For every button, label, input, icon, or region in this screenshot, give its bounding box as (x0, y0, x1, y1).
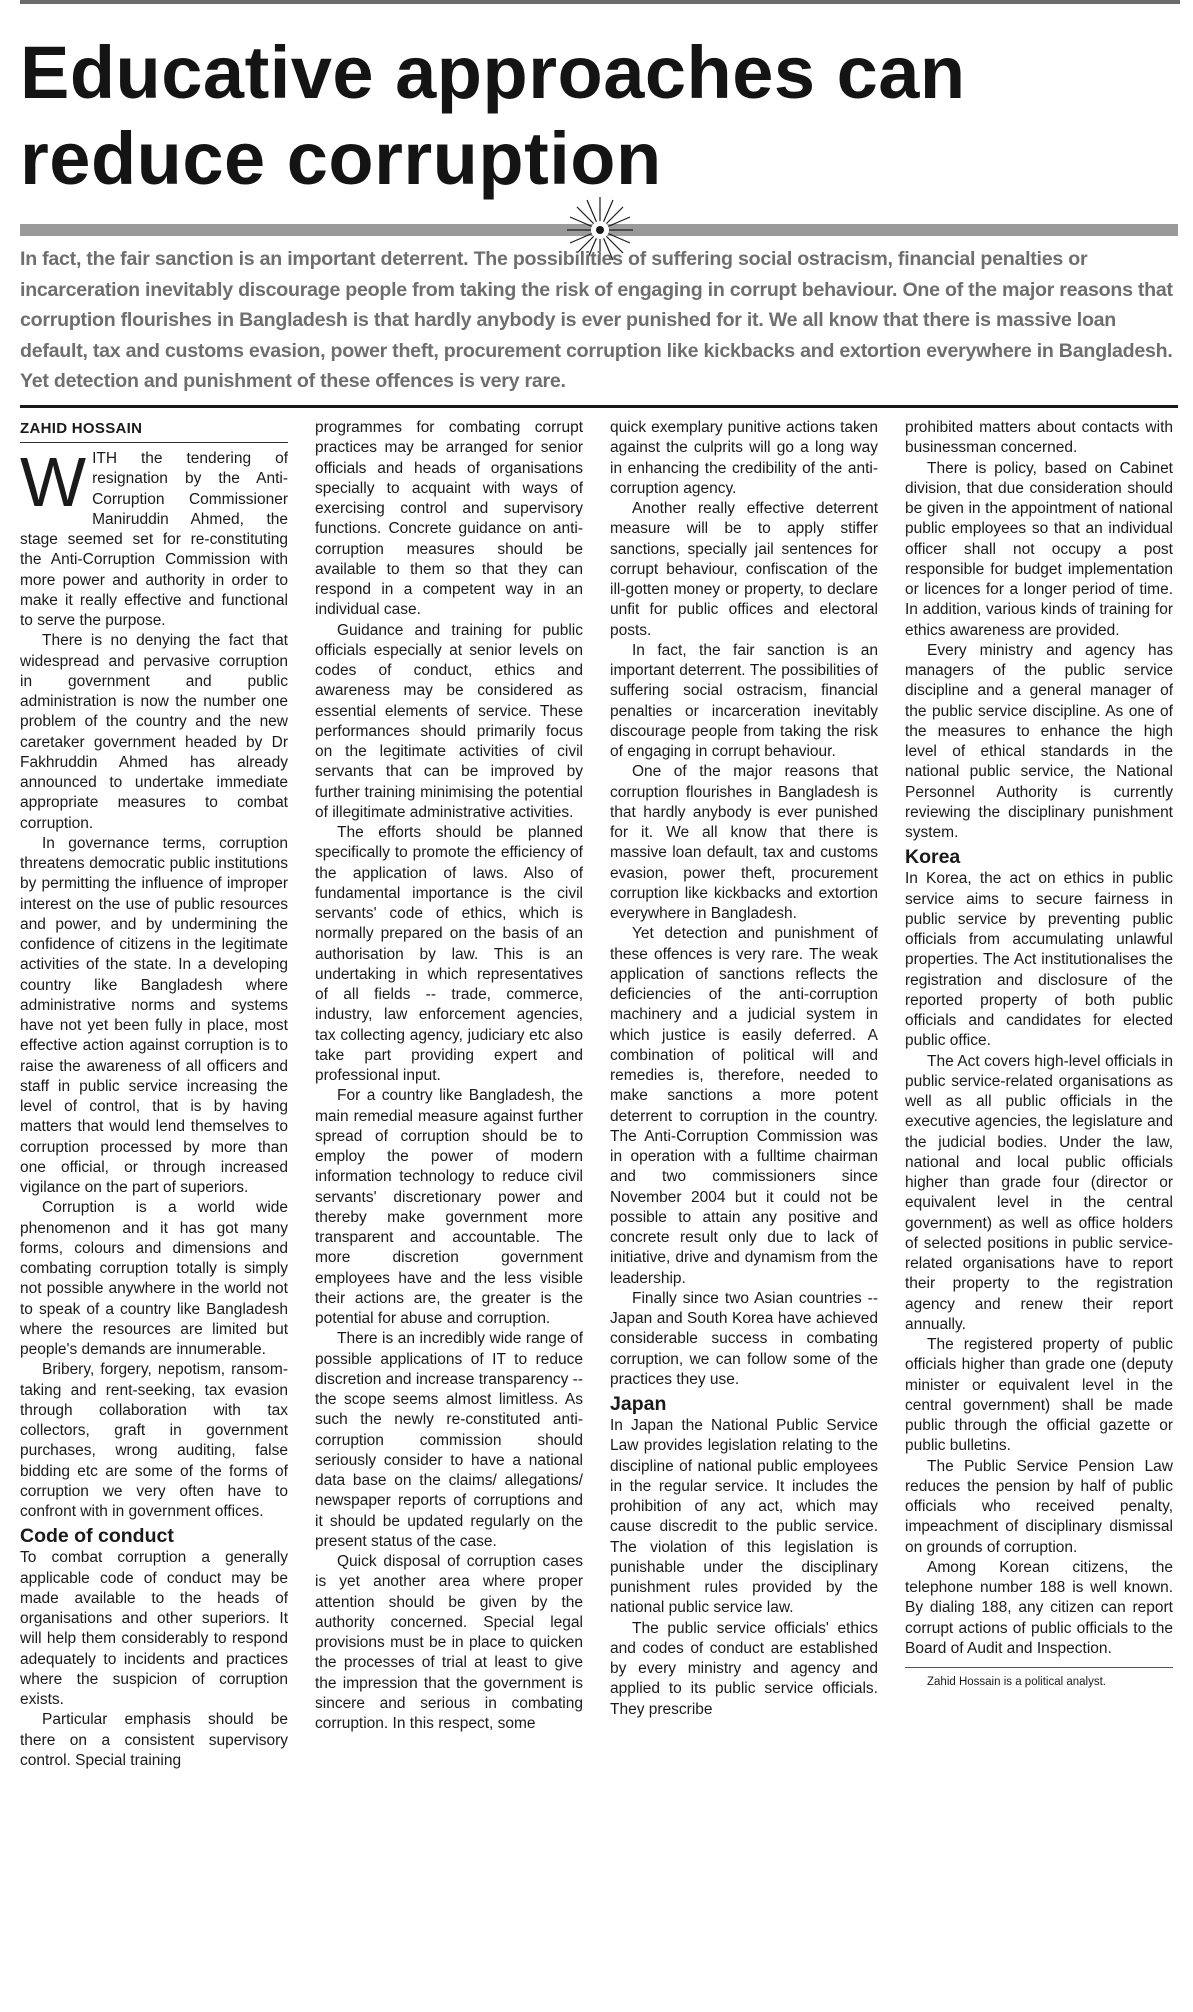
article-column-4 (905, 418, 1173, 1998)
body-paragraph: Corruption is a world wide phenomenon and it has got many forms, colours and dimensions and combating corruption totally is simply not possible anywhere in the world not to speak of a country like Bangladesh where the resources are limited but people's demands are innumerable. (20, 1199, 288, 1358)
body-paragraph: prohibited matters about contacts with businessman concerned. (905, 419, 1173, 457)
author-note-divider (905, 1667, 1173, 1668)
subheading-japan: Japan (610, 1393, 667, 1415)
body-paragraph: The public service officials' ethics and codes of conduct are established by every ministry and agency and applied to its public service officials. They prescribe (610, 1619, 878, 1718)
body-paragraph: Among Korean citizens, the telephone number 188 is well known. By dialing 188, any citizen can report corrupt actions of public officials to the Board of Audit and Inspection. (905, 1558, 1173, 1657)
body-paragraph: There is an incredibly wide range of possible applications of IT to reduce discretion and increase transparency -- the scope seems almost limitless. As such the newly re-constituted anti-corruption commission should seriously consider to have a national data base on the claims/ allegations/ newspaper reports of corruptions and it should be updated regularly on the present status of the case. (315, 1330, 583, 1550)
body-paragraph: Bribery, forgery, nepotism, ransom-taking and rent-seeking, tax evasion through collaboration with tax collectors, graft in government purchases, wrong auditing, false bidding etc are some of the forms of corruption we very often have to confront with in government offices. (20, 1361, 288, 1520)
body-paragraph: Guidance and training for public officials especially at senior levels on codes of conduct, ethics and awareness may be considered as essential elements of service. These performances should primarily focus on the legitimate activities of civil servants that can be improved by further training minimising the potential of illegitimate administrative activities. (315, 621, 583, 821)
body-paragraph: Finally since two Asian countries -- Japan and South Korea have achieved considerable success in combating corruption, we can follow some of the practices they use. (610, 1289, 878, 1388)
body-paragraph: quick exemplary punitive actions taken against the culprits will go a long way in enhancing the credibility of the anti-corruption agency. (610, 419, 878, 497)
lead-paragraph-text: ITH the tendering of resignation by the Anti-Corruption Commissioner Maniruddin Ahmed, the stage seemed set for re-constituting the Anti-Corruption Commission with more power and authority in order to make it really effective and functional to serve the purpose. (20, 450, 288, 629)
lead-paragraph (20, 443, 288, 631)
body-paragraph: programmes for combating corrupt practices may be arranged for senior officials and heads of organisations specially to acquaint with ways of exercising control and supervisory functions. Concrete guidance on anti-corruption measures should be available to them so that they can respond in a competent way in an individual case. (315, 419, 583, 619)
article-column-1 (20, 418, 288, 1998)
drop-cap: W (20, 443, 87, 521)
body-paragraph: The Public Service Pension Law reduces the pension by half of public officials who received penalty, impeachment of disciplinary dismissal on grounds of corruption. (905, 1457, 1173, 1556)
article-column-3 (610, 418, 878, 1998)
body-paragraph: To combat corruption a generally applicable code of conduct may be made available to the heads of organisations and other superiors. It will help them considerably to respond adequately to incidents and practices where the suspicion of corruption exists. (20, 1549, 288, 1708)
article-column-2 (315, 418, 583, 1998)
body-paragraph: Particular emphasis should be there on a consistent supervisory control. Special training (20, 1711, 288, 1769)
subheading-korea: Korea (905, 846, 961, 869)
headline: Educative approaches can reduce corruption (20, 31, 966, 200)
subheading-code-of-conduct: Code of conduct (20, 1525, 174, 1548)
body-paragraph: In Japan the National Public Service Law provides legislation relating to the discipline of national public employees in the regular service. It includes the prohibition of any act, which may cause discredit to the public service. The violation of this legislation is punishable under the disciplinary punishment rules provided by the national public service law. (610, 1417, 878, 1617)
body-paragraph: In fact, the fair sanction is an important deterrent. The possibilities of suffering social ostracism, financial penalties or incarceration inevitably discourage people from taking the risk of engaging in corrupt behaviour. (610, 641, 878, 760)
body-paragraph: One of the major reasons that corruption flourishes in Bangladesh is that hardly anybody is ever punished for it. We all know that there is massive loan default, tax and customs evasion, power theft, procurement corruption like kickbacks and extortion everywhere in Bangladesh. (610, 763, 878, 922)
body-paragraph: The efforts should be planned specifically to promote the efficiency of the application of laws. Also of fundamental importance is the civil servants' code of ethics, which is normally prepared on the basis of an authorisation by law. This is an undertaking in which representatives of all fields -- trade, commerce, industry, law enforcement agencies, tax collecting agency, judiciary etc also take part providing expert and professional input. (315, 824, 583, 1084)
body-paragraph: Another really effective deterrent measure will be to apply stiffer sanctions, specially jail sentences for corrupt behaviour, confiscation of the ill-gotten money or property, to declare unfit for public offices and electoral posts. (610, 500, 878, 639)
body-paragraph: Quick disposal of corruption cases is yet another area where proper attention should be given by the authority concerned. Special legal provisions must be in place to quicken the processes of trial at least to give the impression that the government is sincere and serious in combating corruption. In this respect, some (315, 1553, 583, 1732)
top-rule (20, 0, 1180, 4)
body-paragraph: There is policy, based on Cabinet division, that due consideration should be given in the appointment of national public employees so that an individual officer shall not occupy a post responsible for budget implementation or licences for a longer period of time. In addition, various kinds of training for ethics awareness are provided. (905, 459, 1173, 639)
body-paragraph: For a country like Bangladesh, the main remedial measure against further spread of corruption should be to employ the power of modern information technology to reduce civil servants' discretionary power and thereby make government more transparent and accountable. The more discretion government employees have and the less visible their actions are, the greater is the potential for abuse and corruption. (315, 1087, 583, 1327)
body-paragraph: There is no denying the fact that widespread and pervasive corruption in government and public administration is now the number one problem of the country and the new caretaker government headed by Dr Fakhruddin Ahmed has already announced to undertake immediate appropriate measures to combat corruption. (20, 632, 288, 832)
body-paragraph: The registered property of public officials higher than grade one (deputy minister or equivalent level in the central government) shall be made public through the official gazette or public bulletins. (905, 1336, 1173, 1455)
standfirst: In fact, the fair sanction is an important deterrent. The possibilities of suffering social ostracism, financial penalties or incarceration inevitably discourage people from taking the risk of engaging in corrupt behaviour. One of the major reasons that corruption flourishes in Bangladesh is that hardly anybody is ever punished for it. We all know that there is massive loan default, tax and customs evasion, power theft, procurement corruption like kickbacks and extortion everywhere in Bangladesh. Yet detection and punishment of these offences is very rare. (20, 248, 1173, 392)
author-note: Zahid Hossain is a political analyst. (927, 1676, 1106, 1688)
body-paragraph: In governance terms, corruption threatens democratic public institutions by permitting the influence of improper interest on the use of public resources and power, and by undermining the confidence of citizens in the legitimate activities of the state. In a developing country like Bangladesh where administrative norms and systems have not yet been fully in place, most effective action against corruption is to raise the awareness of all officers and staff in public service increasing the level of control, that is by having matters that would lend themselves to corruption processed by more than one official, or through increased vigilance on the part of superiors. (20, 834, 288, 1196)
section-rule (20, 405, 1178, 408)
body-paragraph: In Korea, the act on ethics in public service aims to secure fairness in public service by preventing public officials from accumulating unlawful properties. The Act institutionalises the registration and disclosure of the reported property of both public officials and candidates for elected public office. (905, 870, 1173, 1050)
body-paragraph: The Act covers high-level officials in public service-related organisations as well as all public officials in the executive agencies, the legislature and the judicial bodies. Under the law, national and local public officials higher than grade four (director or equivalent level in the central government) as well as office holders of selected positions in public service-related organisations have to report their property to the registration agency and renew their report annually. (905, 1052, 1173, 1333)
byline: ZAHID HOSSAIN (20, 418, 288, 443)
body-paragraph: Yet detection and punishment of these offences is very rare. The weak application of sanctions reflects the deficiencies of the anti-corruption machinery and a judicial system in which justice is easily deferred. A combination of political will and remedies is, therefore, needed to make sanctions a more potent deterrent to corruption in the country. The Anti-Corruption Commission was in operation with a fulltime chairman and two commissioners since November 2004 but it could not be possible to attain any positive and concrete result only due to lack of initiative, drive and dynamism from the leadership. (610, 925, 878, 1287)
body-paragraph: Every ministry and agency has managers of the public service discipline and a general manager of the public service discipline. As one of the measures to enhance the high level of ethical standards in the national public service, the National Personnel Authority is currently reviewing the disciplinary punishment system. (905, 641, 1173, 841)
